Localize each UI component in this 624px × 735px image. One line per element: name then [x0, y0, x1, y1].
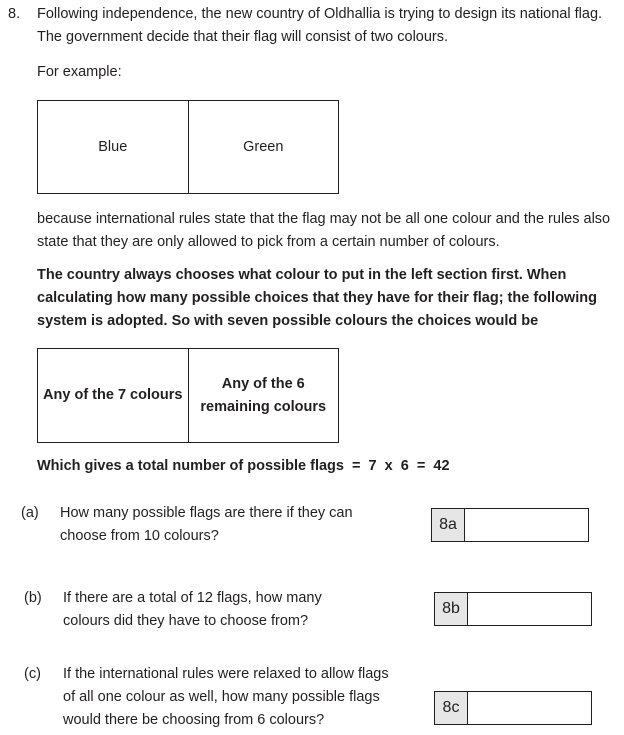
part-b-line-2: colours did they have to choose from? [63, 613, 309, 629]
part-a-label: (a) [21, 505, 39, 521]
part-b-label: (b) [24, 590, 42, 606]
total-statement: Which gives a total number of possible flags = 7 x 6 = 42 [37, 458, 450, 474]
answer-box-8a [431, 508, 589, 542]
answer-box-8b [434, 592, 592, 626]
answer-label-8b: 8b [435, 593, 468, 625]
system-line-3: system is adopted. So with seven possible colours the choices would be [37, 313, 539, 329]
answer-label-8c: 8c [435, 692, 468, 724]
system-line-1: The country always chooses what colour to put in the left section first. When [37, 267, 567, 283]
part-b-line-1: If there are a total of 12 flags, how many [63, 590, 322, 606]
rules-line-1: because international rules state that the flag may not be all one colour and the rules also [37, 211, 611, 227]
system-line-2: calculating how many possible choices that they have for their flag; the following [37, 290, 597, 306]
answer-field-8c[interactable] [468, 692, 591, 724]
answer-field-8b[interactable] [468, 593, 591, 625]
part-c-label: (c) [24, 666, 41, 682]
part-c-line-2: of all one colour as well, how many possible flags [63, 689, 380, 705]
choice-flag-right-line-2: remaining colours [200, 398, 327, 415]
part-a-line-1: How many possible flags are there if they can [60, 505, 353, 521]
answer-field-8a[interactable] [465, 509, 588, 541]
intro-line-2: The government decide that their flag will consist of two colours. [37, 29, 449, 45]
answer-box-8c [434, 691, 592, 725]
choice-flag-right-cell [188, 349, 339, 442]
answer-label-8a: 8a [432, 509, 465, 541]
part-c-line-3: would there be choosing from 6 colours? [63, 712, 325, 728]
choice-flag-left-cell: Any of the 7 colours [43, 387, 183, 403]
intro-line-1: Following independence, the new country of Oldhallia is trying to design its national flag. [37, 6, 603, 22]
example-flag-right-cell: Green [188, 101, 339, 193]
choice-flag-right-line-1: Any of the 6 [221, 375, 305, 392]
example-flag-left-cell: Blue [98, 138, 128, 155]
for-example-label: For example: [37, 64, 122, 80]
example-flag [37, 100, 339, 194]
part-a-line-2: choose from 10 colours? [60, 528, 219, 544]
question-number: 8. [8, 6, 21, 22]
rules-line-2: state that they are only allowed to pick from a certain number of colours. [37, 234, 500, 250]
part-c-line-1: If the international rules were relaxed to allow flags [63, 666, 389, 682]
choice-flag [37, 348, 339, 443]
